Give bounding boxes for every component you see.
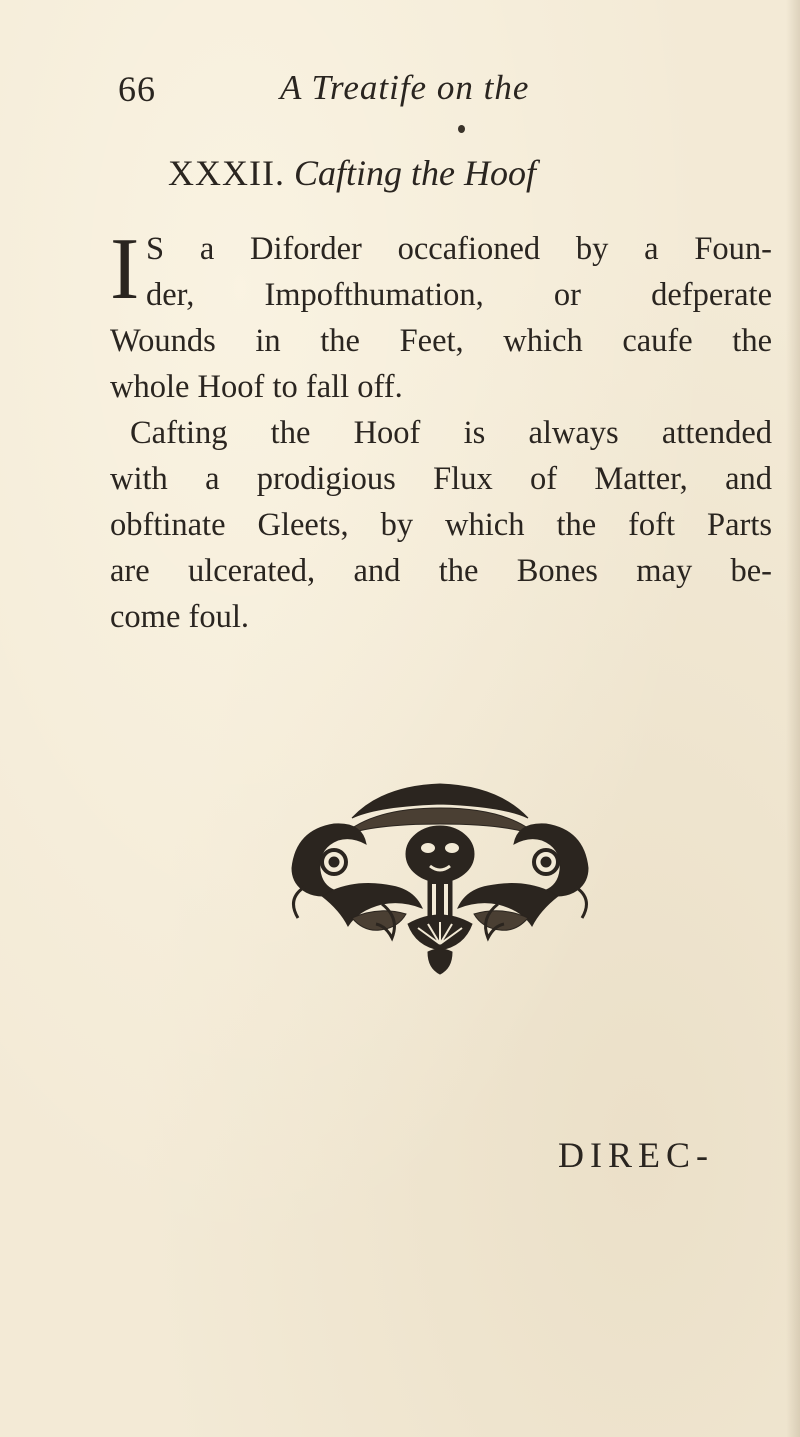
- ink-dot: [458, 125, 465, 133]
- text-line: come foul.: [110, 599, 249, 635]
- section-number: XXXII.: [168, 153, 285, 193]
- text-line: obftinate Gleets, by which the foft Parts: [110, 507, 772, 543]
- text-line: with a prodigious Flux of Matter, and: [110, 461, 772, 497]
- text-line: Cafting the Hoof is always attended: [130, 415, 772, 451]
- catchword: DIREC-: [558, 1135, 714, 1175]
- text-line: Wounds in the Feet, which caufe the: [110, 323, 772, 359]
- running-title: A Treatife on the: [280, 68, 530, 107]
- page-number: 66: [118, 69, 156, 109]
- running-head: [118, 68, 678, 118]
- ornamental-vignette-icon: [282, 778, 598, 976]
- drop-cap: I: [110, 221, 140, 318]
- text-line: whole Hoof to fall off.: [110, 369, 403, 405]
- page-edge-shadow: [786, 0, 800, 1437]
- body-text: [110, 221, 772, 640]
- text-line: der, Impofthumation, or defperate: [146, 277, 772, 313]
- text-line: S a Diforder occafioned by a Foun-: [146, 231, 772, 267]
- section-heading: [168, 152, 536, 194]
- section-title: Cafting the Hoof: [293, 153, 536, 193]
- text-line: are ulcerated, and the Bones may be-: [110, 553, 772, 589]
